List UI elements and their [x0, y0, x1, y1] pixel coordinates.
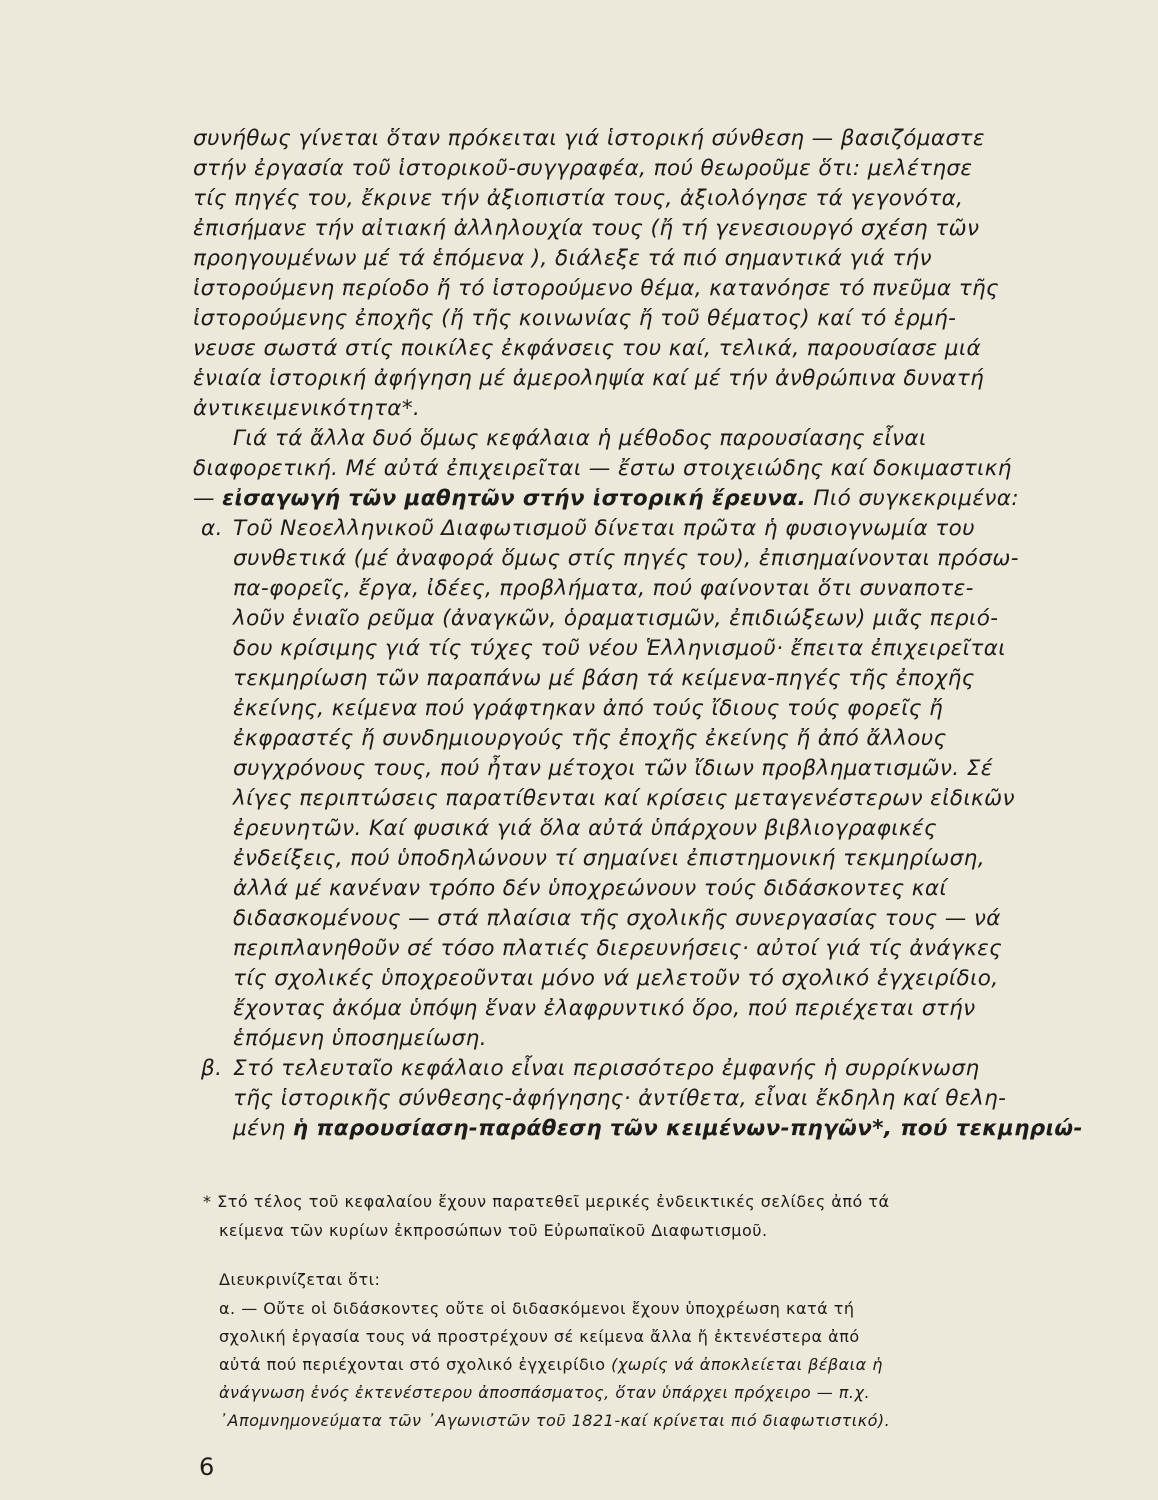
text-line: ἐκείνης, κείμενα πού γράφτηκαν ἀπό τούς ἴδιους τούς φορεῖς ἤ [233, 696, 944, 721]
page-number: 6 [199, 1453, 215, 1481]
footnote-line [219, 1410, 890, 1432]
footnote-line: * Στό τέλος τοῦ κεφαλαίου ἔχουν παρατεθεῖ μερικές ἐνδεικτικές σελίδες ἀπό τά [203, 1192, 890, 1211]
text-line: περιπλανηθοῦν σέ τόσο πλατιές διερευνήσεις· αὐτοί γιά τίς ἀνάγκες [233, 936, 1003, 961]
text-fragment: μένη [233, 1116, 286, 1141]
text-line [193, 486, 1019, 512]
emphasis-text: εἰσαγωγή τῶν μαθητῶν στήν ἱστορική ἔρευνα. [222, 486, 807, 511]
text-line: τίς πηγές του, ἔκρινε τήν ἀξιοπιστία τους, ἀξιολόγησε τά γεγονότα, [193, 186, 964, 211]
dash: — [193, 486, 215, 511]
text-line: στήν ἐργασία τοῦ ἱστορικοῦ-συγγραφέα, πού θεωροῦμε ὅτι: μελέτησε [193, 156, 973, 181]
text-line [233, 1116, 1083, 1142]
text-line: νευσε σωστά στίς ποικίλες ἐκφάνσεις του καί, τελικά, παρουσίασε μιά [193, 336, 982, 361]
text-line: ἀλλά μέ κανέναν τρόπο δέν ὑποχρεώνουν τούς διδάσκοντες καί [233, 876, 948, 901]
text-line: ἐπισήμανε τήν αἰτιακή ἀλληλουχία τους (ἤ τή γενεσιουργό σχέση τῶν [193, 216, 980, 241]
text-line: ἐκφραστές ἤ συνδημιουργούς τῆς ἐποχῆς ἐκείνης ἤ ἀπό ἄλλους [233, 726, 947, 751]
text-line: διαφορετική. Μέ αὐτά ἐπιχειρεῖται — ἔστω στοιχειώδης καί δοκιμαστική [193, 456, 1012, 481]
text-line: ἐρευνητῶν. Καί φυσικά γιά ὅλα αὐτά ὑπάρχουν βιβλιογραφικές [233, 816, 937, 841]
text-line: διδασκομένους — στά πλαίσια τῆς σχολικῆς συνεργασίας τους — νά [233, 906, 1001, 931]
italic-fragment: (χωρίς νά ἀποκλείεται βέβαια ἡ [611, 1355, 883, 1374]
text-fragment: αὐτά πού περιέχονται στό σχολικό ἐγχειρίδιο [219, 1355, 606, 1374]
footnote-line [219, 1382, 870, 1404]
text-line: ἱστορούμενη περίοδο ἤ τό ἱστορούμενο θέμα, κατανόησε τό πνεῦμα τῆς [193, 276, 1000, 301]
text-line: προηγουμένων μέ τά ἑπόμενα ), διάλεξε τά πιό σημαντικά γιά τήν [193, 246, 932, 271]
item-a-label: α. [201, 516, 223, 541]
text-line: Γιά τά ἄλλα δυό ὅμως κεφάλαια ἡ μέθοδος παρουσίασης εἶναι [233, 426, 927, 451]
text-line: λοῦν ἑνιαῖο ρεῦμα (ἀναγκῶν, ὁραματισμῶν, ἐπιδιώξεων) μιᾶς περιό- [233, 606, 999, 631]
text-line: δου κρίσιμης γιά τίς τύχες τοῦ νέου Ἑλληνισμοῦ· ἔπειτα ἐπιχειρεῖται [233, 636, 1006, 661]
text-line: πα-φορεῖς, ἔργα, ἰδέες, προβλήματα, πού φαίνονται ὅτι συναποτε- [233, 576, 974, 601]
italic-fragment: ᾽Απομνημονεύματα τῶν ᾽Αγωνιστῶν τοῦ 1821-καί κρίνεται πιό διαφωτιστικό). [219, 1411, 891, 1430]
text-line: τεκμηρίωση τῶν παραπάνω μέ βάση τά κείμενα-πηγές τῆς ἐποχῆς [233, 666, 975, 691]
footnote-line: σχολική ἐργασία τους νά προστρέχουν σέ κείμενα ἄλλα ἤ ἐκτενέστερα ἀπό [219, 1327, 860, 1346]
text-line: τίς σχολικές ὑποχρεοῦνται μόνο νά μελετοῦν τό σχολικό ἐγχειρίδιο, [233, 966, 999, 991]
text-fragment: Πιό συγκεκριμένα: [813, 486, 1019, 511]
footnote-line: α. — Οὔτε οἱ διδάσκοντες οὔτε οἱ διδασκόμενοι ἔχουν ὑποχρέωση κατά τή [219, 1299, 855, 1318]
text-line: Τοῦ Νεοελληνικοῦ Διαφωτισμοῦ δίνεται πρῶτα ἡ φυσιογνωμία του [233, 516, 976, 541]
text-line: τῆς ἱστορικῆς σύνθεσης-ἀφήγησης· ἀντίθετα, εἶναι ἔκδηλη καί θελη- [233, 1086, 1007, 1111]
text-line: Στό τελευταῖο κεφάλαιο εἶναι περισσότερο ἐμφανής ἡ συρρίκνωση [233, 1056, 980, 1081]
text-line: ἑνιαία ἱστορική ἀφήγηση μέ ἀμεροληψία καί μέ τήν ἀνθρώπινα δυνατή [193, 366, 985, 391]
text-line: συνήθως γίνεται ὅταν πρόκειται γιά ἱστορική σύνθεση — βασιζόμαστε [193, 126, 985, 151]
emphasis-text: ἡ παρουσίαση-παράθεση τῶν κειμένων-πηγῶν*, πού τεκμηριώ- [292, 1116, 1083, 1141]
text-line: ἀντικειμενικότητα*. [193, 396, 421, 421]
text-line: συνθετικά (μέ ἀναφορά ὅμως στίς πηγές του), ἐπισημαίνονται πρόσω- [233, 546, 1019, 571]
footnote-line [219, 1354, 883, 1376]
footnote-title: Διευκρινίζεται ὅτι: [219, 1270, 381, 1289]
text-line: ἱστορούμενης ἐποχῆς (ἤ τῆς κοινωνίας ἤ τοῦ θέματος) καί τό ἑρμή- [193, 306, 957, 331]
footnote-line: κείμενα τῶν κυρίων ἐκπροσώπων τοῦ Εὐρωπαϊκοῦ Διαφωτισμοῦ. [219, 1221, 768, 1240]
text-line: ἔχοντας ἀκόμα ὑπόψη ἕναν ἐλαφρυντικό ὅρο, πού περιέχεται στήν [233, 996, 976, 1021]
text-line: συγχρόνους τους, πού ἦταν μέτοχοι τῶν ἴδιων προβληματισμῶν. Σέ [233, 756, 993, 781]
text-line: ἐνδείξεις, πού ὑποδηλώνουν τί σημαίνει ἐπιστημονική τεκμηρίωση, [233, 846, 985, 871]
text-line: λίγες περιπτώσεις παρατίθενται καί κρίσεις μεταγενέστερων εἰδικῶν [233, 786, 1015, 811]
text-line: ἑπόμενη ὑποσημείωση. [233, 1026, 487, 1051]
item-b-label: β. [201, 1056, 223, 1081]
italic-fragment: ἀνάγνωση ἑνός ἐκτενέστερου ἀποσπάσματος, ὅταν ὑπάρχει πρόχειρο — π.χ. [219, 1383, 871, 1402]
